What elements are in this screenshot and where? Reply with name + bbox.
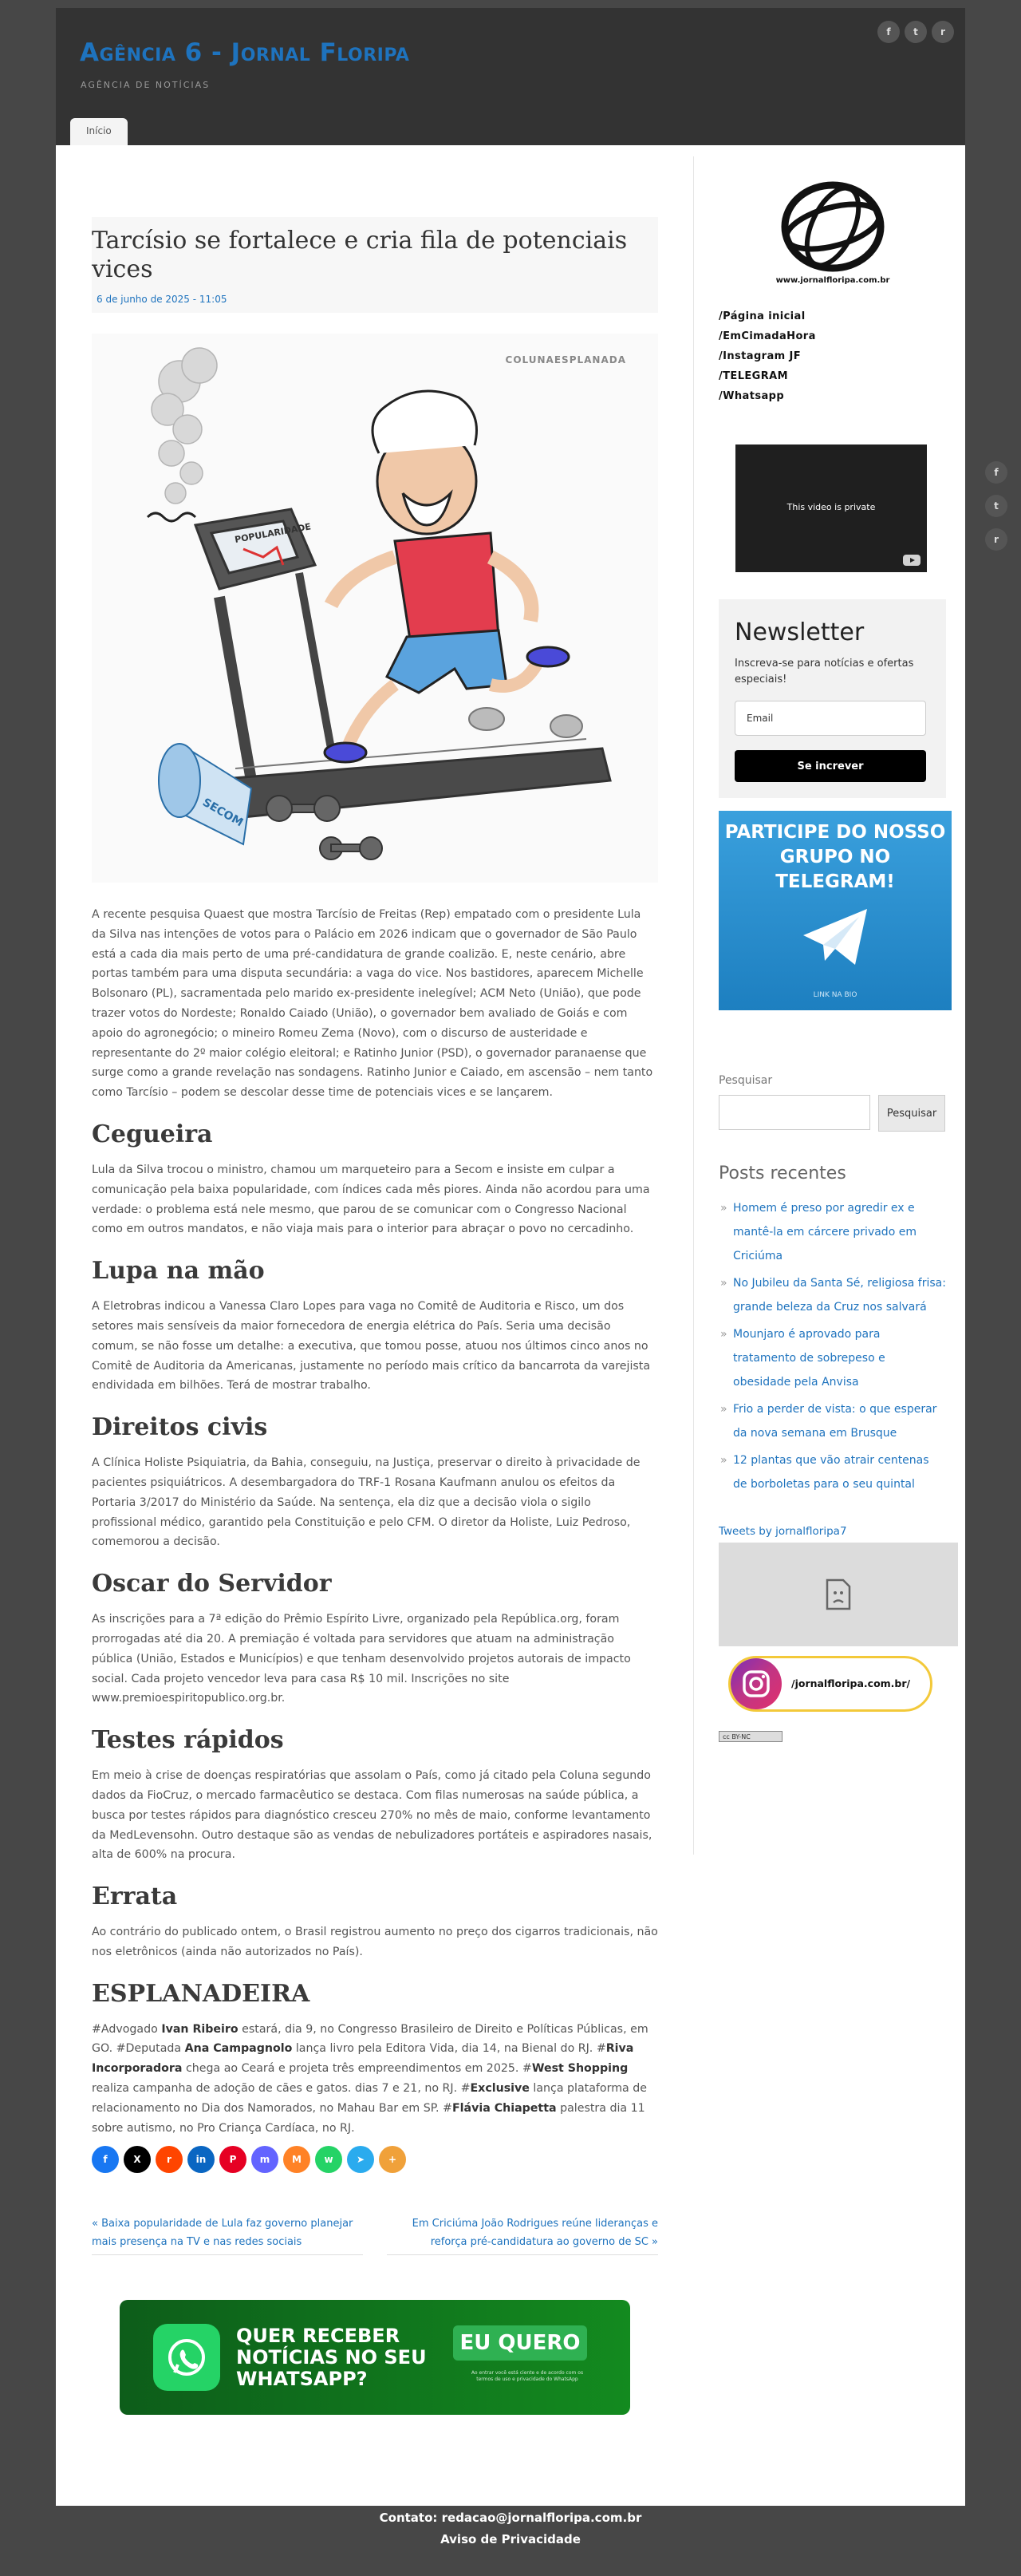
telegram-banner[interactable] (719, 811, 952, 1010)
section-heading: Oscar do Servidor (92, 1570, 332, 1598)
youtube-icon (903, 555, 920, 566)
site-title[interactable]: Agência 6 - Jornal Floripa (80, 38, 410, 67)
recent-post-link[interactable]: » 12 plantas que vão atrair centenas de borboletas para o seu quintal (719, 1448, 946, 1496)
broken-document-icon (824, 1577, 853, 1612)
section-heading: Errata (92, 1883, 178, 1911)
recent-post-link[interactable]: » Homem é preso por agredir ex e mantê-la em cárcere privado em Criciúma (719, 1196, 946, 1268)
floating-social (985, 461, 1007, 551)
esplanadeira-heading: ESPLANADEIRA (92, 1979, 310, 2008)
globe-logo-icon (773, 177, 893, 276)
share-buttons (92, 2146, 658, 2173)
next-post-link[interactable]: Em Criciúma João Rodrigues reúne lideranças e reforça pré-candidatura ao governo de SC » (387, 2214, 658, 2255)
whatsapp-share-icon[interactable]: w (315, 2146, 342, 2173)
main-content-area (56, 145, 965, 2506)
search-button[interactable]: Pesquisar (878, 1095, 945, 1132)
reddit-share-icon[interactable]: r (156, 2146, 183, 2173)
sidebar-link-telegram[interactable]: /TELEGRAM (719, 370, 788, 382)
newsletter-title: Newsletter (735, 618, 865, 646)
newsletter-subscribe-button[interactable]: Se increver (735, 750, 926, 782)
sidebar-link-home[interactable]: /Página inicial (719, 310, 806, 322)
more-share-icon[interactable]: + (379, 2146, 406, 2173)
telegram-share-icon[interactable]: ➤ (347, 2146, 374, 2173)
section-text: Lula da Silva trocou o ministro, chamou um marqueteiro para a Secom e insiste em culpar a comunicação pela baixa popularidade, com índices cada mês piores. Ainda não acordou para uma verdade: o problema está nele mesmo, que parou de se comunicar com o Congresso Nacional como em outros mandatos, e não viaja mais para o interior para abraçar o povo no cercadinho. (92, 1163, 650, 1236)
esplanadeira-text: #Advogado Ivan Ribeiro estará, dia 9, no Congresso Brasileiro de Direito e Políticas Públicas, em GO. #Deputada Ana Campagnolo lança livro pela Editora Vida, dia 14, na Bienal do RJ. #Riva Incorporadora chega ao Ceará e projeta três empreendimentos em 2025. #West Shopping realiza campanha de adoção de cães e gatos. dias 7 e 21, no RJ. #Exclusive lança plataforma de relacionamento no Dia dos Namorados, no Mahau Bar em SP. #Flávia Chiapetta palestra dia 11 sobre autismo, no Pro Criança Cardíaca, no RJ. (92, 2022, 648, 2135)
whatsapp-join-button[interactable]: EU QUERO (453, 2325, 587, 2361)
post-header (92, 217, 658, 313)
linkedin-share-icon[interactable]: in (187, 2146, 215, 2173)
post-date: 6 de junho de 2025 - 11:05 (97, 294, 227, 305)
section-heading: Direitos civis (92, 1413, 268, 1442)
creative-commons-badge[interactable]: cc BY-NC (719, 1731, 783, 1742)
facebook-share-icon[interactable]: f (92, 2146, 119, 2173)
video-private-text: This video is private (786, 502, 876, 512)
recent-post-link[interactable]: » No Jubileu da Santa Sé, religiosa frisa: grande beleza da Cruz nos salvará (719, 1271, 946, 1319)
rss-icon[interactable]: r (932, 21, 954, 43)
header-social (877, 21, 954, 43)
post-image (92, 334, 658, 883)
twitter-icon[interactable]: t (905, 21, 927, 43)
section-text: Em meio à crise de doenças respiratórias que assolam o País, como já citado pela Coluna segundo dados da FioCruz, o mercado farmacêutico se destaca. Com filas numerosas na saúde pública, a busca por testes rápidos para diagnóstico cresceu 270% no mês de maio, conforme levantamento da MedLevensohn. Outro destaque são as vendas de nebulizadores portáteis e aspiradores nasais, alta de 600% na procura. (92, 1769, 652, 1862)
whatsapp-headline: QUER RECEBER NOTÍCIAS NO SEU WHATSAPP? (236, 2325, 427, 2391)
recent-post-link[interactable]: » Mounjaro é aprovado para tratamento de sobrepeso e obesidade pela Anvisa (719, 1322, 946, 1394)
site-logo[interactable] (773, 177, 893, 305)
whatsapp-banner[interactable] (120, 2300, 630, 2415)
footer-contact[interactable]: Contato: redacao@jornalfloripa.com.br (379, 2511, 642, 2525)
telegram-footer: LINK NA BIO (813, 991, 857, 999)
telegram-icon (799, 905, 871, 969)
svg-text:SECOM: SECOM (200, 796, 246, 830)
post-title: Tarcísio se fortalece e cria fila de potenciais vices (92, 227, 628, 283)
section-text: A Eletrobras indicou a Vanessa Claro Lopes para vaga no Comitê de Auditoria e Risco, um dos setores mais sensíveis da maior fornecedora de energia elétrica do País. Seria uma decisão comum, se não fosse um detalhe: a executiva, que tomou posse, atuou nos últimos cinco anos no Comitê de Auditoria da Americanas, justamente no período mais crítico da bancarrota da varejista endividada em bilhões. Terá de mostrar trabalho. (92, 1300, 651, 1393)
footer-privacy-link[interactable]: Aviso de Privacidade (440, 2532, 581, 2546)
newsletter-description: Inscreva-se para notícias e ofertas especiais! (735, 658, 914, 685)
search-input[interactable] (719, 1095, 870, 1130)
image-watermark: COLUNAESPLANADA (505, 354, 626, 365)
rss-icon[interactable]: r (985, 528, 1007, 551)
post-lead: A recente pesquisa Quaest que mostra Tarcísio de Freitas (Rep) empatado com o presidente Lula da Silva nas intenções de votos para o Palácio em 2026 indicam que o governador de São Paulo está a cada dia mais perto de uma pré-candidatura de grande coalizão. E, neste cenário, abre portas também para uma disputa secundária: a vaga do vice. Nos bastidores, aparecem Michelle Bolsonaro (PL), sacramentada pelo marido ex-presidente inelegível; ACM Neto (União), que pode trazer votos do Nordeste; Ronaldo Caiado (União), o governador bem avaliado de Goiás e com apoio do agronegócio; o mineiro Romeu Zema (Novo), com o discurso de austeridade e representante do 2º maior colégio eleitoral; e Ratinho Junior (PSD), o governador paranaense que surge como a grande revelação nas sondagens. Ratinho Junior e Caiado, em ascensão – nem tanto como Tarcísio – podem se descolar desse time de potenciais vices e se lançarem. (92, 908, 653, 1100)
sidebar-link-whatsapp[interactable]: /Whatsapp (719, 390, 785, 402)
instagram-icon (731, 1658, 782, 1709)
cartoon-illustration (92, 334, 658, 883)
tweets-link[interactable]: Tweets by jornalfloripa7 (719, 1525, 847, 1538)
previous-post-link[interactable]: « Baixa popularidade de Lula faz governo planejar mais presença na TV e nas redes sociais (92, 2214, 363, 2255)
section-text: Ao contrário do publicado ontem, o Brasil registrou aumento no preço dos cigarros tradicionais, não nos eletrônicos (ainda não autorizados no País). (92, 1926, 658, 1958)
article (92, 217, 658, 2415)
post-navigation (92, 2214, 658, 2255)
section-text: A Clínica Holiste Psiquiatria, da Bahia, conseguiu, na Justiça, preservar o direito à privacidade de pacientes psiquiátricos. A desembargadora do TRF-1 Rosana Kaufmann anulou os efeitos da Portaria 3/2017 do Ministério da Saúde. Na sentença, ela diz que a decisão viola o sigilo profissional médico, garantido pela Constituição e pelo CFM. O diretor da Holiste, Luiz Pedroso, comemorou a decisão. (92, 1456, 641, 1549)
recent-posts-title: Posts recentes (719, 1164, 846, 1183)
instagram-handle: /jornalfloripa.com.br/ (791, 1677, 911, 1689)
x-share-icon[interactable]: X (124, 2146, 151, 2173)
search-label: Pesquisar (719, 1074, 773, 1087)
video-embed[interactable] (735, 444, 927, 572)
nav-home-tab[interactable]: Início (70, 118, 128, 146)
whatsapp-icon (153, 2324, 220, 2391)
twitter-icon[interactable]: t (985, 495, 1007, 517)
section-heading: Cegueira (92, 1120, 213, 1148)
newsletter-widget (719, 599, 946, 798)
sidebar (719, 177, 946, 1742)
newsletter-email-input[interactable]: Email (735, 701, 926, 736)
facebook-icon[interactable]: f (985, 461, 1007, 484)
instagram-banner[interactable] (728, 1656, 932, 1712)
section-text: As inscrições para a 7ª edição do Prêmio Espírito Livre, organizado pela República.org, foram prorrogadas até dia 20. A premiação é voltada para servidores que atuam na administração pública (União, Estados e Municípios) e que tenham desenvolvido projetos autorais de impacto social. Cada projeto vencedor leva para casa R$ 10 mil. Inscrições no site www.premioespiritopublico.org.br. (92, 1613, 631, 1705)
sidebar-link-emcimadahora[interactable]: /EmCimadaHora (719, 330, 816, 342)
tweets-embed (719, 1543, 958, 1646)
site-header (56, 8, 965, 145)
recent-post-link[interactable]: » Frio a perder de vista: o que esperar da nova semana em Brusque (719, 1397, 946, 1445)
site-subtitle: AGÊNCIA DE NOTÍCIAS (81, 80, 211, 90)
post-body (92, 905, 658, 2138)
sidebar-links (719, 306, 946, 406)
sidebar-divider (693, 156, 694, 1855)
section-heading: Lupa na mão (92, 1257, 265, 1286)
search-form (719, 1095, 946, 1132)
svg-text:POPULARIDADE: POPULARIDADE (234, 521, 312, 545)
section-heading: Testes rápidos (92, 1726, 284, 1755)
site-footer (0, 2507, 1021, 2550)
recent-posts-list (719, 1196, 946, 1496)
whatsapp-terms-note: Ao entrar você está ciente e de acordo com os termos de uso e privacidade do WhatsApp (471, 2370, 584, 2383)
mastodon-share-icon[interactable]: m (251, 2146, 278, 2173)
facebook-icon[interactable]: f (877, 21, 900, 43)
logo-url: www.jornalfloripa.com.br (775, 276, 890, 285)
mix-share-icon[interactable]: M (283, 2146, 310, 2173)
telegram-headline: PARTICIPE DO NOSSO GRUPO NO TELEGRAM! (724, 822, 946, 892)
sidebar-link-instagram[interactable]: /Instagram JF (719, 350, 802, 362)
pinterest-share-icon[interactable]: P (219, 2146, 246, 2173)
